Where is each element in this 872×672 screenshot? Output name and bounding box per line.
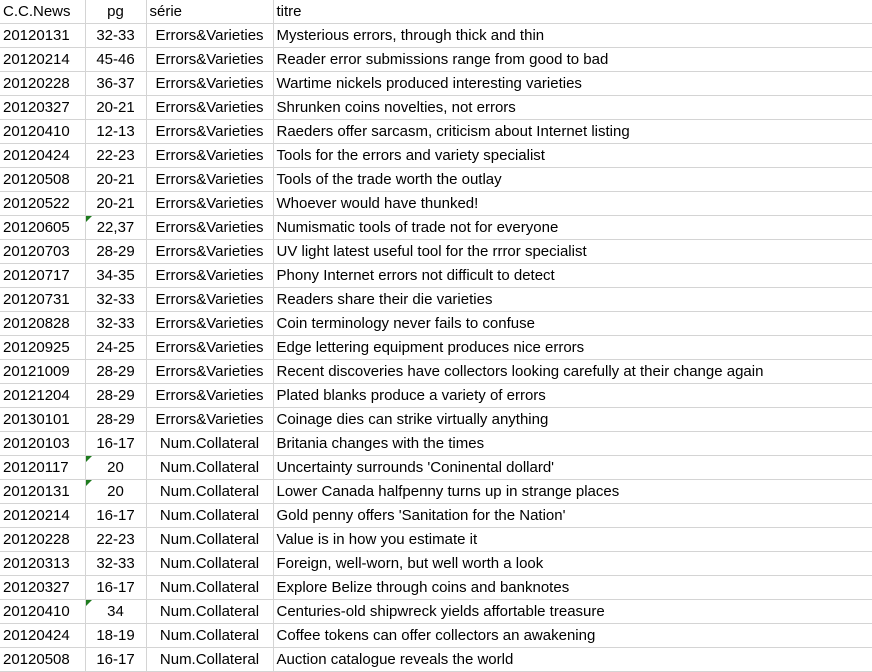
cell-pg-value: 32-33	[96, 27, 135, 44]
cell-ccnews[interactable]: 20120717	[0, 264, 85, 288]
cell-ccnews[interactable]: 20120410	[0, 600, 85, 624]
cell-serie[interactable]: Errors&Varieties	[146, 72, 273, 96]
table-row	[0, 432, 872, 456]
cell-titre[interactable]: Readers share their die varieties	[273, 288, 872, 312]
cell-ccnews[interactable]: 20120117	[0, 456, 85, 480]
table-row	[0, 600, 872, 624]
cell-pg[interactable]	[85, 24, 146, 48]
table-row	[0, 192, 872, 216]
cell-pg-value: 22-23	[96, 147, 135, 164]
cell-serie[interactable]: Errors&Varieties	[146, 312, 273, 336]
table-row	[0, 336, 872, 360]
table-row	[0, 96, 872, 120]
cell-titre[interactable]: Coinage dies can strike virtually anything	[273, 408, 872, 432]
table-row	[0, 384, 872, 408]
table-row	[0, 72, 872, 96]
cell-pg[interactable]	[85, 480, 146, 504]
cell-ccnews[interactable]: 20120828	[0, 312, 85, 336]
cell-ccnews[interactable]: 20120731	[0, 288, 85, 312]
table-row	[0, 504, 872, 528]
cell-titre[interactable]: Recent discoveries have collectors looking carefully at their change again	[273, 360, 872, 384]
cell-pg-value: 32-33	[96, 291, 135, 308]
cell-titre[interactable]: Shrunken coins novelties, not errors	[273, 96, 872, 120]
cell-titre[interactable]: Lower Canada halfpenny turns up in strange places	[273, 480, 872, 504]
table-body	[0, 24, 872, 672]
cell-ccnews[interactable]: 20120410	[0, 120, 85, 144]
header-cell-serie[interactable]: série	[146, 0, 273, 24]
header-cell-ccnews[interactable]: C.C.News	[0, 0, 85, 24]
cell-pg[interactable]	[85, 432, 146, 456]
comment-indicator-icon[interactable]	[86, 216, 92, 222]
cell-ccnews[interactable]: 20120522	[0, 192, 85, 216]
cell-ccnews[interactable]: 20120424	[0, 144, 85, 168]
cell-ccnews[interactable]: 20120131	[0, 24, 85, 48]
cell-pg-value: 24-25	[96, 339, 135, 356]
cell-ccnews[interactable]: 20120508	[0, 648, 85, 672]
cell-ccnews[interactable]: 20121009	[0, 360, 85, 384]
cell-serie[interactable]: Errors&Varieties	[146, 24, 273, 48]
cell-serie[interactable]: Num.Collateral	[146, 528, 273, 552]
cell-serie[interactable]: Errors&Varieties	[146, 216, 273, 240]
cell-titre[interactable]: Reader error submissions range from good to bad	[273, 48, 872, 72]
cell-pg-value: 16-17	[96, 507, 135, 524]
cell-titre[interactable]: Centuries-old shipwreck yields affortable treasure	[273, 600, 872, 624]
table-row	[0, 240, 872, 264]
comment-indicator-icon[interactable]	[86, 600, 92, 606]
cell-pg[interactable]	[85, 72, 146, 96]
cell-pg-value: 28-29	[96, 387, 135, 404]
cell-ccnews[interactable]: 20120925	[0, 336, 85, 360]
table-row	[0, 264, 872, 288]
cell-ccnews[interactable]: 20120605	[0, 216, 85, 240]
cell-pg-value: 20-21	[96, 99, 135, 116]
cell-serie[interactable]: Num.Collateral	[146, 576, 273, 600]
cell-ccnews[interactable]: 20120327	[0, 96, 85, 120]
cell-serie[interactable]: Errors&Varieties	[146, 144, 273, 168]
cell-pg-value: 36-37	[96, 75, 135, 92]
cell-serie[interactable]: Errors&Varieties	[146, 192, 273, 216]
cell-pg[interactable]	[85, 120, 146, 144]
cell-ccnews[interactable]: 20120228	[0, 72, 85, 96]
cell-pg-value: 34	[107, 603, 124, 620]
cell-pg-value: 22,37	[96, 219, 135, 236]
cell-serie[interactable]: Errors&Varieties	[146, 240, 273, 264]
cell-serie[interactable]: Errors&Varieties	[146, 288, 273, 312]
table-row	[0, 144, 872, 168]
cell-serie[interactable]: Num.Collateral	[146, 456, 273, 480]
table-row	[0, 456, 872, 480]
header-row	[0, 0, 872, 24]
cell-pg[interactable]	[85, 528, 146, 552]
cell-pg[interactable]	[85, 216, 146, 240]
cell-serie[interactable]: Errors&Varieties	[146, 336, 273, 360]
cell-titre[interactable]: Value is in how you estimate it	[273, 528, 872, 552]
table-row	[0, 48, 872, 72]
cell-ccnews[interactable]: 20120327	[0, 576, 85, 600]
cell-titre[interactable]: Coin terminology never fails to confuse	[273, 312, 872, 336]
cell-pg-value: 16-17	[96, 579, 135, 596]
cell-ccnews[interactable]: 20120103	[0, 432, 85, 456]
cell-serie[interactable]: Errors&Varieties	[146, 360, 273, 384]
table-row	[0, 552, 872, 576]
cell-pg[interactable]	[85, 408, 146, 432]
cell-serie[interactable]: Errors&Varieties	[146, 96, 273, 120]
cell-ccnews[interactable]: 20120424	[0, 624, 85, 648]
cell-titre[interactable]: Coffee tokens can offer collectors an awakening	[273, 624, 872, 648]
cell-titre[interactable]: UV light latest useful tool for the rrror specialist	[273, 240, 872, 264]
cell-ccnews[interactable]: 20130101	[0, 408, 85, 432]
header-cell-pg[interactable]: pg	[85, 0, 146, 24]
table-row	[0, 288, 872, 312]
cell-pg[interactable]	[85, 144, 146, 168]
cell-pg[interactable]	[85, 552, 146, 576]
cell-titre[interactable]: Foreign, well-worn, but well worth a look	[273, 552, 872, 576]
cell-titre[interactable]: Gold penny offers 'Sanitation for the Nation'	[273, 504, 872, 528]
cell-pg[interactable]	[85, 456, 146, 480]
cell-titre[interactable]: Tools for the errors and variety specialist	[273, 144, 872, 168]
cell-pg-value: 34-35	[96, 267, 135, 284]
cell-titre[interactable]: Uncertainty surrounds 'Coninental dollard'	[273, 456, 872, 480]
table-row	[0, 168, 872, 192]
table-row	[0, 120, 872, 144]
cell-pg-value: 20-21	[96, 171, 135, 188]
cell-ccnews[interactable]: 20120214	[0, 48, 85, 72]
cell-titre[interactable]: Auction catalogue reveals the world	[273, 648, 872, 672]
cell-titre[interactable]: Numismatic tools of trade not for everyone	[273, 216, 872, 240]
cell-serie[interactable]: Num.Collateral	[146, 600, 273, 624]
cell-serie[interactable]: Errors&Varieties	[146, 48, 273, 72]
comment-indicator-icon[interactable]	[86, 456, 92, 462]
table-row	[0, 624, 872, 648]
cell-pg[interactable]	[85, 504, 146, 528]
cell-serie[interactable]: Num.Collateral	[146, 480, 273, 504]
cell-serie[interactable]: Errors&Varieties	[146, 264, 273, 288]
table-row	[0, 24, 872, 48]
cell-titre[interactable]: Phony Internet errors not difficult to detect	[273, 264, 872, 288]
cell-pg-value: 22-23	[96, 531, 135, 548]
table-row	[0, 408, 872, 432]
cell-titre[interactable]: Britania changes with the times	[273, 432, 872, 456]
header-cell-titre[interactable]: titre	[273, 0, 872, 24]
cell-titre[interactable]: Tools of the trade worth the outlay	[273, 168, 872, 192]
cell-pg[interactable]	[85, 288, 146, 312]
table-row	[0, 528, 872, 552]
cell-pg[interactable]	[85, 96, 146, 120]
cell-ccnews[interactable]: 20120313	[0, 552, 85, 576]
cell-pg[interactable]	[85, 360, 146, 384]
cell-ccnews[interactable]: 20120131	[0, 480, 85, 504]
cell-pg[interactable]	[85, 168, 146, 192]
cell-pg-value: 16-17	[96, 651, 135, 668]
cell-pg-value: 20	[107, 459, 124, 476]
cell-serie[interactable]: Errors&Varieties	[146, 384, 273, 408]
cell-serie[interactable]: Errors&Varieties	[146, 168, 273, 192]
cell-pg-value: 12-13	[96, 123, 135, 140]
cell-pg-value: 28-29	[96, 363, 135, 380]
cell-serie[interactable]: Errors&Varieties	[146, 120, 273, 144]
cell-ccnews[interactable]: 20121204	[0, 384, 85, 408]
cell-serie[interactable]: Num.Collateral	[146, 552, 273, 576]
table-row	[0, 216, 872, 240]
cell-ccnews[interactable]: 20120214	[0, 504, 85, 528]
cell-serie[interactable]: Errors&Varieties	[146, 408, 273, 432]
cell-pg[interactable]	[85, 600, 146, 624]
cell-titre[interactable]: Whoever would have thunked!	[273, 192, 872, 216]
cell-pg[interactable]	[85, 264, 146, 288]
cell-ccnews[interactable]: 20120703	[0, 240, 85, 264]
cell-pg[interactable]	[85, 192, 146, 216]
cell-serie[interactable]: Num.Collateral	[146, 648, 273, 672]
cell-serie[interactable]: Num.Collateral	[146, 504, 273, 528]
table-row	[0, 576, 872, 600]
cell-pg[interactable]	[85, 384, 146, 408]
cell-serie[interactable]: Num.Collateral	[146, 624, 273, 648]
table-row	[0, 312, 872, 336]
cell-pg-value: 45-46	[96, 51, 135, 68]
cell-pg-value: 28-29	[96, 411, 135, 428]
cell-pg-value: 32-33	[96, 315, 135, 332]
cell-titre[interactable]: Edge lettering equipment produces nice errors	[273, 336, 872, 360]
cell-titre[interactable]: Wartime nickels produced interesting varieties	[273, 72, 872, 96]
cell-ccnews[interactable]: 20120228	[0, 528, 85, 552]
cell-pg-value: 20	[107, 483, 124, 500]
cell-pg[interactable]	[85, 48, 146, 72]
cell-titre[interactable]: Plated blanks produce a variety of errors	[273, 384, 872, 408]
cell-titre[interactable]: Explore Belize through coins and banknotes	[273, 576, 872, 600]
cell-pg-value: 18-19	[96, 627, 135, 644]
cell-pg-value: 20-21	[96, 195, 135, 212]
cell-pg[interactable]	[85, 240, 146, 264]
cell-pg-value: 28-29	[96, 243, 135, 260]
cell-pg[interactable]	[85, 576, 146, 600]
cell-pg[interactable]	[85, 624, 146, 648]
table-row	[0, 360, 872, 384]
cell-pg-value: 16-17	[96, 435, 135, 452]
cell-titre[interactable]: Raeders offer sarcasm, criticism about Internet listing	[273, 120, 872, 144]
cell-serie[interactable]: Num.Collateral	[146, 432, 273, 456]
cell-pg[interactable]	[85, 336, 146, 360]
cell-pg-value: 32-33	[96, 555, 135, 572]
comment-indicator-icon[interactable]	[86, 480, 92, 486]
cell-titre[interactable]: Mysterious errors, through thick and thin	[273, 24, 872, 48]
cell-pg[interactable]	[85, 312, 146, 336]
table-row	[0, 480, 872, 504]
cell-ccnews[interactable]: 20120508	[0, 168, 85, 192]
